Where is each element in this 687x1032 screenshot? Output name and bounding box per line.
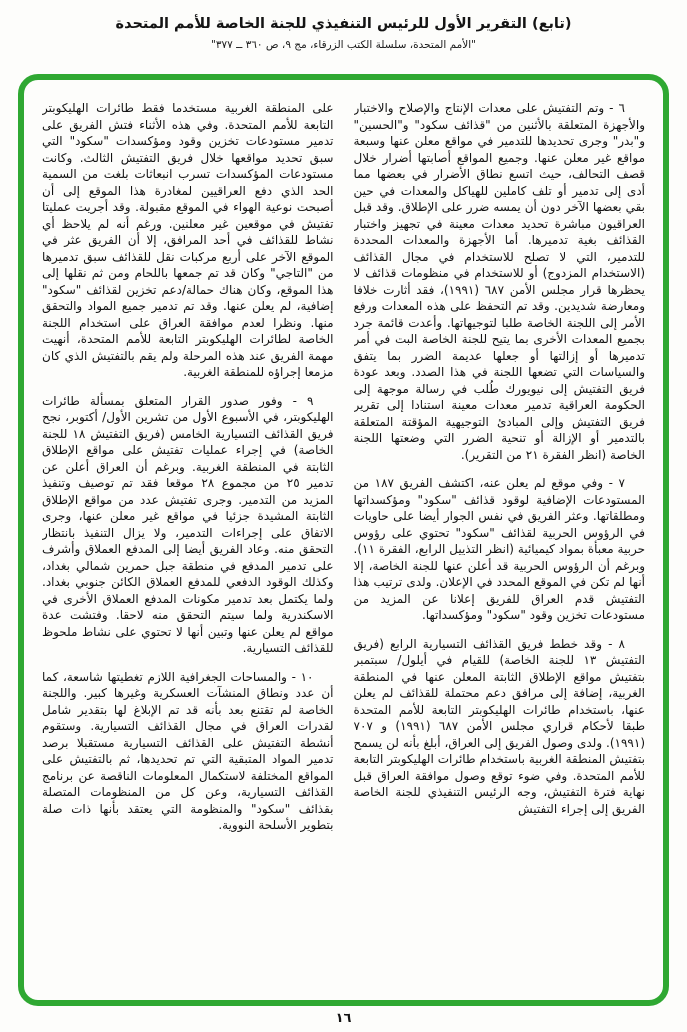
page-number: ١٦: [335, 1011, 352, 1026]
paragraph-10: ١٠ - والمساحات الجغرافية اللازم تغطيتها شاسعة، كما أن عدد ونطاق المنشآت العسكرية وغيرها كبير. واللجنة الخاصة لم تقتنع بعد بأنه قد تم الإبلاغ لها بتقدير شامل لقدرات العراق في مجال القذائف التسيارية. وستقوم أنشطة التفتيش على القذائف التسيارية مستقبلا برصد تدمير المواد المتبقية التي تم تحديدها، ثم بالتفتيش على المواقع المختلفة لاستكمال المعلومات الناقصة عن برنامج القذائف التسيارية، وعن كل من المنظومات المتصلة بقذائف "سكود" والمنظومة التي يعتقد بأنها ذات صلة بتطوير الأسلحة النووية.: [42, 669, 334, 832]
left-column: [42, 100, 334, 984]
paragraph-8: ٨ - وقد خطط فريق القذائف التسيارية الرابع (فريق التفتيش ١٣ للجنة الخاصة) للقيام في أيلول/ سبتمبر بتفتيش مواقع الإطلاق الثابتة المعلن عنها في المنطقة الغربية، إضافة إلى مرافق دعم محتملة للقذائف لم يعلن عنها، باستخدام طائرات الهليكوبتر التابعة للأمم المتحدة طبقا لأحكام قراري مجلس الأمن ٦٨٧ (١٩٩١) و ٧٠٧ (١٩٩١). ولدى وصول الفريق إلى العراق، أبلغ بأنه لن يسمح بتفتيش المنطقة الغربية باستخدام طائرات الهليكوبتر التابعة للأمم المتحدة. وفي ضوء توقع وصول موافقة العراق قبل نهاية فترة التفتيش، وجه الرئيس التنفيذي للجنة الخاصة الفريق إلى إجراء التفتيش: [353, 636, 645, 816]
paragraph-6: ٦ - وتم التفتيش على معدات الإنتاج والإصلاح والاختبار والأجهزة المتعلقة بالأثنين من "قذائف سكود" و"الحسين" و"بدر" وجرى تحديدها للتدمير في مواقع معلن عنها وسبعة مواقع غير معلن عنها. وجميع المواقع أصابتها أضرار خلال قصف التحالف، حيث اتسع نطاق الأضرار في بعضها مما أدى إلى تدمير أو تلف كاملين للهياكل والمعدات في حين بقي بعضها الآخر دون أن يمسه ضرر على الإطلاق. وقد قبل العراقيون مباشرة تحديد معدات معينة في تجهيز واختبار القذائف بغية تدميرها. أما الأجهزة والمعدات المحددة للتدمير، التي لا تصلح للاستخدام في مجال القذائف (الاستخدام المزدوج) أو للاستخدام في منظومات قذائف لا يحظرها قرار مجلس الأمن ٦٨٧ (١٩٩١)، فقد أثارت خلافا ومعارضة شديدين. وقد تم التحفظ على هذه المعدات ورفع الأمر إلى اللجنة الخاصة طلبا لتوجيهاتها. وأعدت قائمة جرد بجميع المعدات الأخرى بما يتيح للجنة الخاصة البت في أمر تدميرها أو إزالتها أو جعلها عديمة الضرر بما يتفق والسياسات التي تضعها اللجنة في هذا الصدد. وبعد عودة فريق التفتيش إلى نيويورك طُلب في رسالة موجهة إلى الحكومة العراقية تدمير معدات معينة استنادا إلى تقرير فريق التفتيش وإلى المبادئ التوجيهية المؤقتة المتعلقة بالتدمير أو الإزالة أو تنحية الضرر التي وضعتها اللجنة الخاصة (انظر الفقرة ٢١ من التقرير).: [353, 101, 645, 462]
two-column-layout: [42, 100, 645, 984]
report-title: (تابع) التقرير الأول للرئيس التنفيذي للجنة الخاصة للأمم المتحدة: [115, 16, 572, 32]
content-border-frame: [18, 74, 669, 1006]
right-column: [354, 100, 646, 984]
page-header: [0, 0, 687, 51]
paragraph-8-continuation: على المنطقة الغربية مستخدما فقط طائرات الهليكوبتر التابعة للأمم المتحدة. وفي هذه الأثناء فتش الفريق على تدمير مستودعات تخزين وقود ومؤكسدات "سكود" التي سبق تحديد مواقعها خلال فريق التفتيش الثالث. وكانت مستودعات المؤكسدات تسرب انبعاثات بلغت من السمية الحد الذي دفع العراقيين لمغادرة هذا الموقع إلى أن أصبحت نوعية الهواء في الموقع مقبولة. وقد أجريت عمليتا تفتيش في موقعين غير معلنين. ورغم أنه لم يلاحظ أي نشاط للقذائف في أحد المرافق، إلا أن الفريق عثر في الموقع الآخر على أربع مركبات نقل للقذائف سبق تدميرها من "التاجي" وكان قد تم جمعها باللحام ومن ثم نقلها إلى هذا الموقع، وكان هناك حمالة/دعم تخزين لقذائف "سكود" إضافية، لم يعلن عنها. وقد تم تدمير جميع المواد والتحقق منها. ونظرا لعدم موافقة العراق على استخدام اللجنة الخاصة لطائرات الهليكوبتر التابعة للأمم المتحدة، أنهيت مهمة الفريق عند هذه المرحلة ولم يقم بالتفتيش الذي كان مزمعا إجراؤه للمنطقة الغربية.: [42, 101, 334, 379]
report-source-citation: "الأمم المتحدة، سلسلة الكتب الزرقاء، مج ٩، ص ٣٦٠ ــ ٣٧٧": [211, 39, 476, 51]
paragraph-9: ٩ - وفور صدور القرار المتعلق بمسألة طائرات الهليكوبتر، في الأسبوع الأول من تشرين الأول/ أكتوبر، نجح فريق القذائف التسيارية الخامس (فريق التفتيش ١٨ للجنة الخاصة) في إجراء عمليات تفتيش على مواقع الإطلاق الثابتة في المنطقة الغربية. وبرغم أن العراق أعلن عن تدمير ٢٥ من مجموع ٢٨ موقعا فقد تم توصيف وتنفيذ المزيد من التدمير. وجرى تفتيش عدد من مواقع الإطلاق الثابتة المشيدة جزئيا في مواقع غير معلن عنها، وجرى الاتفاق على إجراءات التدمير، ولا يزال التنفيذ بانتظار التحقق منه. وعاد الفريق أيضا إلى المدفع العملاق وأشرف على تدمير المدفع في منطقة جبل حمرين شمالي بغداد، وكذلك الوقود الدفعي للمدفع العملاق الكائن جنوبي بغداد. ولما يكتمل بعد تدمير مكونات المدفع العملاق الأخرى في الاسكندرية ولما سيتم التحقق منه لاحقا. وفتشت عدة مواقع لم يعلن عنها وتبين أنها لا تحتوي على نشاط ملحوظ للقذائف التسيارية.: [42, 393, 334, 655]
paragraph-7: ٧ - وفي موقع لم يعلن عنه، اكتشف الفريق ١٨٧ من المستودعات الإضافية لوقود قذائف "سكود" ومؤكسداتها ومطلقاتها. وعثر الفريق في نفس الجوار أيضا على حاويات في الرؤوس الحربية لقذائف "سكود" تحتوي على رؤوس حربية معبأة بمواد كيميائية (انظر التذييل الرابع، الفقرة ١١). وبرغم أن الرؤوس الحربية قد أعلن عنها للجنة الخاصة، إلا أنها لم تكن في الموقع المحدد في الإعلان. ولدى ترتيب هذا التفتيش قدم العراق للفريق إعلانا عن المزيد من مستودعات تخزين وقود "سكود" ومؤكسداتها.: [353, 476, 645, 622]
